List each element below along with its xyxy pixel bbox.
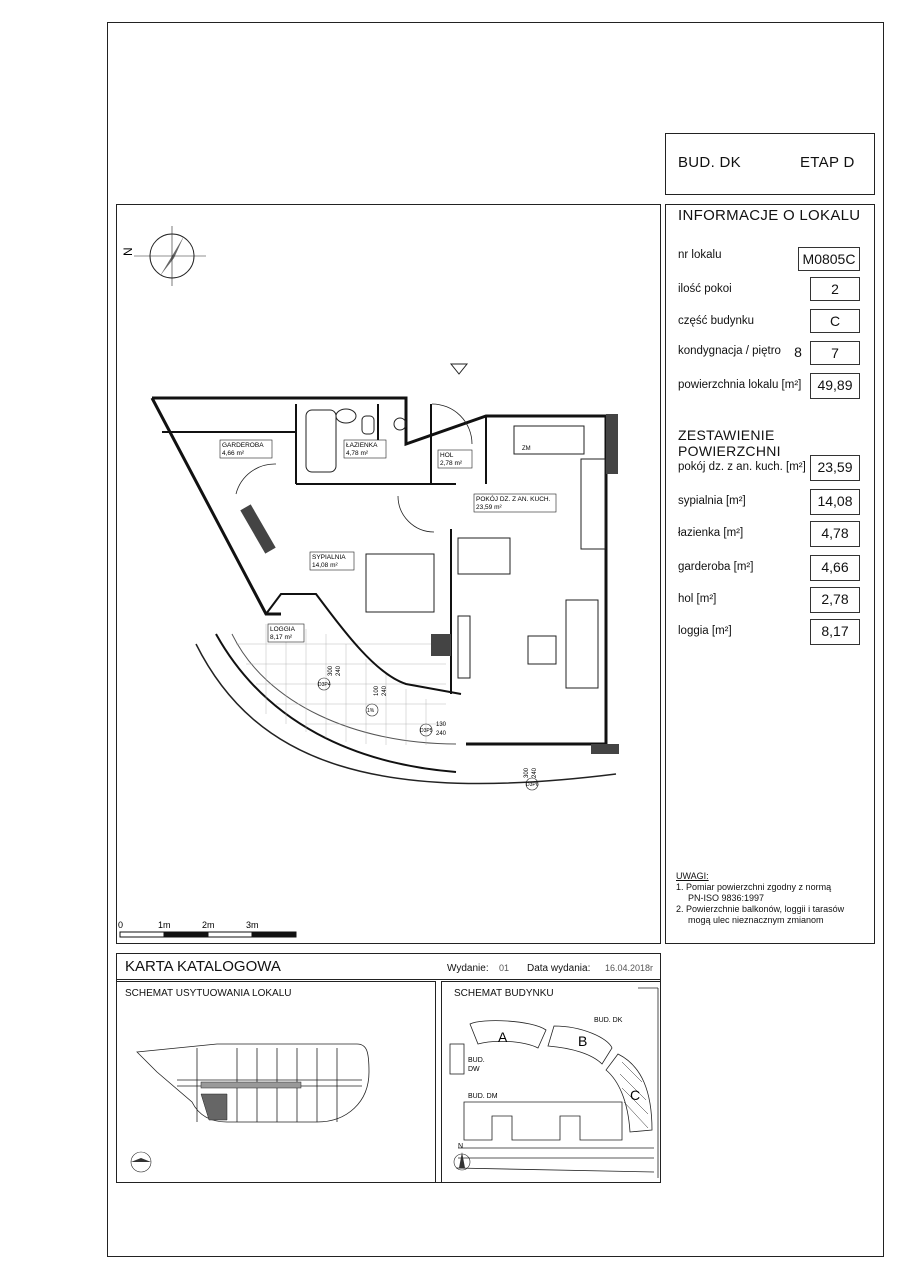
tag-3: D3P4	[318, 682, 331, 688]
bud-dw-label-2: DW	[468, 1066, 480, 1073]
area-value-hol: 2,78	[810, 587, 860, 613]
dim-6: 240	[382, 685, 388, 696]
info-label-area: powierzchnia lokalu [m²]	[678, 379, 802, 391]
info-label-rooms: ilość pokoi	[678, 283, 732, 295]
room-garderoba-area: 4,66 m²	[222, 450, 245, 457]
dim-1: 130	[436, 722, 447, 728]
info-value-part: C	[810, 309, 860, 333]
info-value-nr: M0805C	[798, 247, 860, 271]
header-box	[665, 133, 875, 195]
scale-1: 1m	[158, 920, 171, 930]
notes-line-1: 1. Pomiar powierzchni zgodny z normą	[676, 882, 832, 892]
area-value-pokoj: 23,59	[810, 455, 860, 481]
footer-divider	[117, 979, 660, 980]
info-value-floor: 7	[810, 341, 860, 365]
building-label: BUD. DK	[678, 154, 741, 171]
building-a-label: A	[498, 1029, 508, 1045]
area-label-garderoba: garderoba [m²]	[678, 561, 754, 573]
tag-2: D3P5	[420, 728, 433, 734]
area-value-lazienka: 4,78	[810, 521, 860, 547]
info-frame	[665, 204, 875, 944]
building-b-label: B	[578, 1033, 588, 1049]
tag-4: 1%	[367, 708, 375, 714]
compass-icon	[134, 226, 206, 286]
room-sypialnia-name: SYPIALNIA	[312, 554, 346, 561]
info-label-part: część budynku	[678, 315, 755, 327]
dim-7: 300	[328, 665, 334, 676]
notes	[676, 871, 872, 926]
building-c-label: C	[630, 1087, 641, 1103]
site-drawing	[117, 982, 435, 1182]
room-hol-name: HOL	[440, 452, 454, 459]
room-lazienka-area: 4,78 m²	[346, 450, 369, 457]
area-label-hol: hol [m²]	[678, 593, 717, 605]
area-value-garderoba: 4,66	[810, 555, 860, 581]
building-title: SCHEMAT BUDYNKU	[454, 988, 554, 999]
info-label-nr: nr lokalu	[678, 249, 722, 261]
info-value-area: 49,89	[810, 373, 860, 399]
room-pokoj-area: 23,59 m²	[476, 504, 502, 511]
area-label-lazienka: łazienka [m²]	[678, 527, 744, 539]
room-loggia-name: LOGGIA	[270, 626, 295, 633]
scale-2: 2m	[202, 920, 215, 930]
room-loggia-area: 8,17 m²	[270, 634, 293, 641]
area-label-pokoj: pokój dz. z an. kuch. [m²]	[678, 461, 806, 473]
room-garderoba-name: GARDEROBA	[222, 442, 264, 449]
notes-line-3: 2. Powierzchnie balkonów, loggii i tarasów	[676, 904, 845, 914]
edition-label: Wydanie:	[447, 963, 489, 974]
notes-line-2: PN-ISO 9836:1997	[688, 893, 765, 903]
dim-5: 100	[374, 685, 380, 696]
dim-8: 240	[336, 665, 342, 676]
room-lazienka-name: ŁAZIENKA	[346, 442, 378, 449]
bud-dm-label: BUD. DM	[468, 1093, 498, 1100]
date-value: 16.04.2018r	[605, 963, 654, 973]
info-value-rooms: 2	[810, 277, 860, 301]
site-schematic	[116, 981, 436, 1183]
area-label-sypialnia: sypialnia [m²]	[678, 495, 746, 507]
area-value-loggia: 8,17	[810, 619, 860, 645]
building-schematic	[441, 981, 661, 1183]
entrance-marker	[451, 364, 467, 374]
dim-3: 300	[524, 767, 530, 778]
floor-plan	[116, 204, 661, 944]
stage-label: ETAP D	[800, 154, 855, 171]
building-drawing	[442, 982, 660, 1182]
area-value-sypialnia: 14,08	[810, 489, 860, 515]
edition-value: 01	[499, 963, 510, 973]
room-hol-area: 2,78 m²	[440, 460, 463, 467]
bud-dw-label-1: BUD.	[468, 1057, 485, 1064]
scale-3: 3m	[246, 920, 259, 930]
tag-1: D3P6	[526, 782, 539, 788]
north-label: N	[121, 247, 135, 256]
info-label-floor: kondygnacja / piętro	[678, 345, 781, 357]
building-north-label: N	[458, 1143, 464, 1150]
dim-4: 240	[532, 767, 538, 778]
room-sypialnia-area: 14,08 m²	[312, 562, 338, 569]
site-title: SCHEMAT USYTUOWANIA LOKALU	[125, 988, 292, 999]
zm-label: ZM	[522, 446, 531, 452]
scale-bar	[120, 932, 296, 937]
info-title: INFORMACJE O LOKALU	[678, 207, 861, 224]
scale-0: 0	[118, 920, 124, 930]
bud-dk-label: BUD. DK	[594, 1017, 623, 1024]
notes-title: UWAGI:	[676, 871, 709, 881]
area-label-loggia: loggia [m²]	[678, 625, 732, 637]
notes-line-4: mogą ulec nieznacznym zmianom	[688, 915, 824, 925]
room-pokoj-name: POKÓJ DZ. Z AN. KUCH.	[476, 496, 551, 503]
footer-title: KARTA KATALOGOWA	[125, 958, 281, 975]
info-value-kond: 8	[794, 344, 802, 360]
date-label: Data wydania:	[527, 963, 591, 974]
areas-title: ZESTAWIENIE POWIERZCHNI	[678, 427, 781, 459]
dim-2: 240	[436, 731, 447, 737]
